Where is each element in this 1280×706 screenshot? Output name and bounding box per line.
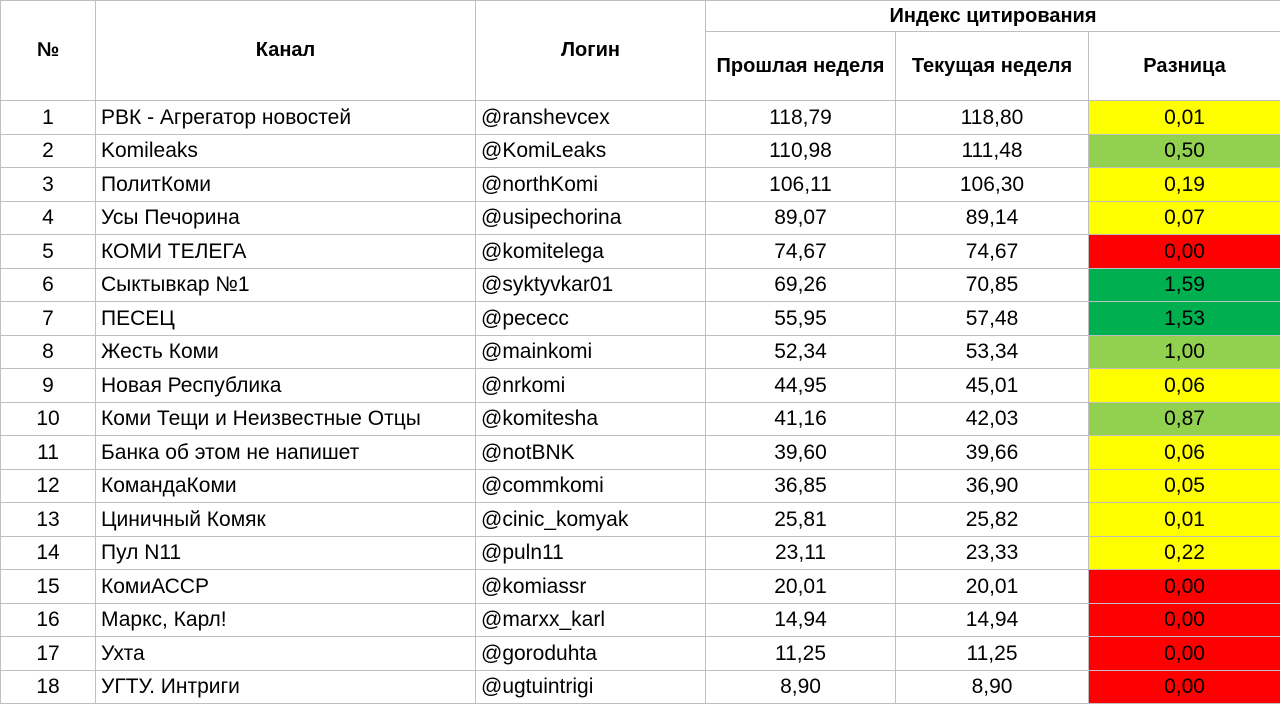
- table-header: [1, 1, 1280, 101]
- row-channel: Банка об этом не напишет: [96, 436, 476, 470]
- row-current-week: 111,48: [896, 134, 1089, 168]
- table-row: [1, 670, 1280, 704]
- row-number: 7: [1, 302, 96, 336]
- row-difference: 1,59: [1089, 268, 1280, 302]
- row-login: @KomiLeaks: [476, 134, 706, 168]
- row-current-week: 20,01: [896, 570, 1089, 604]
- row-previous-week: 11,25: [706, 637, 896, 671]
- row-current-week: 57,48: [896, 302, 1089, 336]
- row-channel: Жесть Коми: [96, 335, 476, 369]
- row-login: @ranshevcex: [476, 101, 706, 135]
- table-row: [1, 201, 1280, 235]
- row-login: @northKomi: [476, 168, 706, 202]
- row-number: 9: [1, 369, 96, 403]
- row-number: 2: [1, 134, 96, 168]
- row-current-week: 106,30: [896, 168, 1089, 202]
- row-current-week: 70,85: [896, 268, 1089, 302]
- row-current-week: 53,34: [896, 335, 1089, 369]
- row-difference: 0,06: [1089, 369, 1280, 403]
- row-channel: Усы Печорина: [96, 201, 476, 235]
- row-login: @syktyvkar01: [476, 268, 706, 302]
- row-previous-week: 106,11: [706, 168, 896, 202]
- header-login: Логин: [476, 1, 706, 101]
- row-difference: 0,87: [1089, 402, 1280, 436]
- row-difference: 0,05: [1089, 469, 1280, 503]
- row-login: @nrkomi: [476, 369, 706, 403]
- row-channel: Новая Республика: [96, 369, 476, 403]
- row-number: 18: [1, 670, 96, 704]
- row-number: 3: [1, 168, 96, 202]
- row-previous-week: 39,60: [706, 436, 896, 470]
- row-difference: 0,00: [1089, 637, 1280, 671]
- row-channel: КОМИ ТЕЛЕГА: [96, 235, 476, 269]
- row-difference: 0,50: [1089, 134, 1280, 168]
- row-previous-week: 74,67: [706, 235, 896, 269]
- row-current-week: 14,94: [896, 603, 1089, 637]
- row-current-week: 42,03: [896, 402, 1089, 436]
- row-previous-week: 55,95: [706, 302, 896, 336]
- row-previous-week: 110,98: [706, 134, 896, 168]
- row-difference: 0,01: [1089, 101, 1280, 135]
- row-number: 14: [1, 536, 96, 570]
- row-number: 10: [1, 402, 96, 436]
- row-channel: ПЕСЕЦ: [96, 302, 476, 336]
- row-difference: 0,07: [1089, 201, 1280, 235]
- row-channel: Циничный Комяк: [96, 503, 476, 537]
- row-channel: Сыктывкар №1: [96, 268, 476, 302]
- row-previous-week: 8,90: [706, 670, 896, 704]
- table-row: [1, 235, 1280, 269]
- row-number: 13: [1, 503, 96, 537]
- row-channel: Коми Тещи и Неизвестные Отцы: [96, 402, 476, 436]
- row-channel: Маркс, Карл!: [96, 603, 476, 637]
- row-number: 11: [1, 436, 96, 470]
- row-difference: 0,00: [1089, 235, 1280, 269]
- row-login: @cinic_komyak: [476, 503, 706, 537]
- table-row: [1, 570, 1280, 604]
- row-difference: 0,01: [1089, 503, 1280, 537]
- row-login: @komitesha: [476, 402, 706, 436]
- row-difference: 0,06: [1089, 436, 1280, 470]
- row-previous-week: 25,81: [706, 503, 896, 537]
- row-number: 1: [1, 101, 96, 135]
- row-current-week: 36,90: [896, 469, 1089, 503]
- table-row: [1, 168, 1280, 202]
- row-current-week: 89,14: [896, 201, 1089, 235]
- table-row: [1, 134, 1280, 168]
- header-previous-week: Прошлая неделя: [706, 32, 896, 101]
- row-channel: Пул N11: [96, 536, 476, 570]
- row-current-week: 8,90: [896, 670, 1089, 704]
- row-login: @komiassr: [476, 570, 706, 604]
- table-row: [1, 503, 1280, 537]
- table-row: [1, 436, 1280, 470]
- row-difference: 0,22: [1089, 536, 1280, 570]
- table-row: [1, 402, 1280, 436]
- row-current-week: 39,66: [896, 436, 1089, 470]
- row-number: 4: [1, 201, 96, 235]
- row-previous-week: 36,85: [706, 469, 896, 503]
- row-difference: 0,00: [1089, 670, 1280, 704]
- row-current-week: 74,67: [896, 235, 1089, 269]
- table-row: [1, 603, 1280, 637]
- row-number: 5: [1, 235, 96, 269]
- row-previous-week: 20,01: [706, 570, 896, 604]
- row-current-week: 45,01: [896, 369, 1089, 403]
- row-number: 8: [1, 335, 96, 369]
- row-current-week: 118,80: [896, 101, 1089, 135]
- table-row: [1, 637, 1280, 671]
- row-previous-week: 44,95: [706, 369, 896, 403]
- row-login: @puln11: [476, 536, 706, 570]
- row-login: @ugtuintrigi: [476, 670, 706, 704]
- row-channel: Komileaks: [96, 134, 476, 168]
- row-login: @notBNK: [476, 436, 706, 470]
- row-number: 6: [1, 268, 96, 302]
- row-previous-week: 118,79: [706, 101, 896, 135]
- header-difference: Разница: [1089, 32, 1280, 101]
- row-number: 17: [1, 637, 96, 671]
- row-login: @usipechorina: [476, 201, 706, 235]
- row-current-week: 23,33: [896, 536, 1089, 570]
- header-citation-index: Индекс цитирования: [706, 1, 1280, 32]
- row-login: @marxx_karl: [476, 603, 706, 637]
- row-login: @goroduhta: [476, 637, 706, 671]
- table-row: [1, 268, 1280, 302]
- row-difference: 0,00: [1089, 603, 1280, 637]
- table-row: [1, 335, 1280, 369]
- row-channel: Ухта: [96, 637, 476, 671]
- row-previous-week: 89,07: [706, 201, 896, 235]
- header-number: №: [1, 1, 96, 101]
- row-difference: 1,53: [1089, 302, 1280, 336]
- row-difference: 1,00: [1089, 335, 1280, 369]
- table-row: [1, 369, 1280, 403]
- row-previous-week: 23,11: [706, 536, 896, 570]
- row-previous-week: 41,16: [706, 402, 896, 436]
- row-previous-week: 69,26: [706, 268, 896, 302]
- row-channel: РВК - Агрегатор новостей: [96, 101, 476, 135]
- row-login: @pececc: [476, 302, 706, 336]
- row-login: @mainkomi: [476, 335, 706, 369]
- row-channel: КомиАССР: [96, 570, 476, 604]
- row-current-week: 11,25: [896, 637, 1089, 671]
- row-difference: 0,00: [1089, 570, 1280, 604]
- header-current-week: Текущая неделя: [896, 32, 1089, 101]
- row-number: 12: [1, 469, 96, 503]
- table-row: [1, 101, 1280, 135]
- row-difference: 0,19: [1089, 168, 1280, 202]
- table-row: [1, 302, 1280, 336]
- row-channel: ПолитКоми: [96, 168, 476, 202]
- row-previous-week: 52,34: [706, 335, 896, 369]
- row-channel: КомандаКоми: [96, 469, 476, 503]
- row-number: 16: [1, 603, 96, 637]
- row-login: @commkomi: [476, 469, 706, 503]
- row-channel: УГТУ. Интриги: [96, 670, 476, 704]
- table-row: [1, 469, 1280, 503]
- table-row: [1, 536, 1280, 570]
- header-channel: Канал: [96, 1, 476, 101]
- row-previous-week: 14,94: [706, 603, 896, 637]
- row-login: @komitelega: [476, 235, 706, 269]
- row-current-week: 25,82: [896, 503, 1089, 537]
- table-body: [1, 101, 1280, 704]
- row-number: 15: [1, 570, 96, 604]
